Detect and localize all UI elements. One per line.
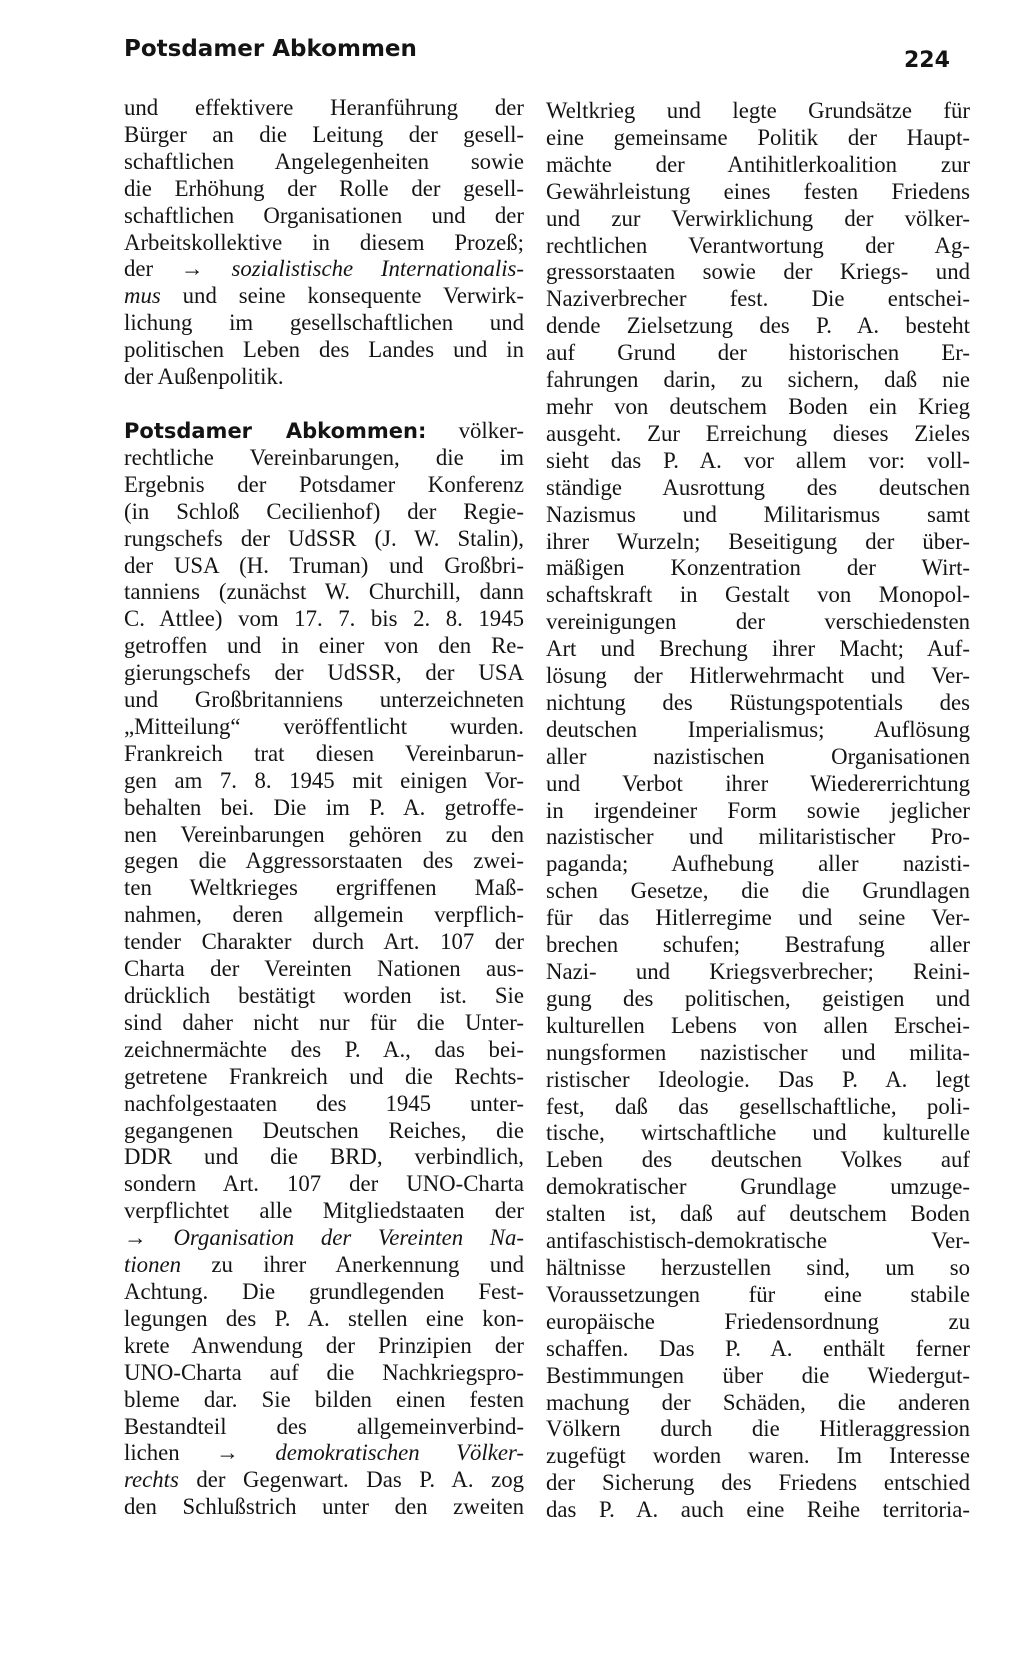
text-line: gen am 7. 8. 1945 mit einigen Vor- — [124, 767, 524, 793]
text-line: (in Schloß Cecilienhof) der Regie- — [124, 498, 524, 524]
text-fragment: und seine konsequente Verwirk- — [182, 283, 524, 309]
text-line — [124, 283, 524, 310]
text-line: der Außenpolitik. — [124, 364, 284, 390]
text-line: mächte der Antihitlerkoalition zur — [546, 151, 970, 177]
text-line: mehr von deutschem Boden ein Krieg — [546, 393, 970, 419]
text-fragment: der — [124, 256, 154, 282]
text-line: legungen des P. A. stellen eine kon- — [124, 1305, 524, 1331]
text-line: politischen Leben des Landes und in — [124, 337, 524, 363]
text-line: lösung der Hitlerwehrmacht und Ver- — [546, 663, 970, 689]
cross-reference-link[interactable]: demokratischen Völker- — [275, 1440, 524, 1466]
text-line: Frankreich trat diesen Vereinbarun- — [124, 740, 524, 766]
text-line: schaftlichen Angelegenheiten sowie — [124, 148, 524, 174]
text-line: nahmen, deren allgemein verpflich- — [124, 902, 524, 928]
text-line: fahrungen darin, zu sichern, daß nie — [546, 367, 970, 393]
text-line: für das Hitlerregime und seine Ver- — [546, 905, 970, 931]
text-line: rechtlichen Verantwortung der Ag- — [546, 232, 970, 258]
text-line: sieht das P. A. vor allem vor: voll- — [546, 447, 970, 473]
text-line: nazistischer und militaristischer Pro- — [546, 824, 970, 850]
text-line: Bestimmungen über die Wiedergut- — [546, 1362, 970, 1388]
text-line: und effektivere Heranführung der — [124, 95, 524, 120]
cross-reference-link[interactable]: mus — [124, 283, 161, 309]
text-line: vereinigungen der verschiedensten — [546, 609, 970, 635]
text-line: drücklich bestätigt worden ist. Sie — [124, 983, 524, 1008]
text-line: Weltkrieg und legte Grundsätze für — [546, 98, 970, 123]
text-line — [124, 1252, 524, 1279]
cross-reference-link[interactable]: sozialistische Internationalis- — [231, 256, 525, 282]
text-line: rungschefs der UdSSR (J. W. Stalin), — [124, 525, 524, 551]
text-line: gung des politischen, geistigen und — [546, 985, 970, 1011]
text-line: gierungschefs der UdSSR, der USA — [124, 660, 524, 686]
text-line: schen Gesetze, die die Grundlagen — [546, 878, 970, 904]
text-line: gegangenen Deutschen Reiches, die — [124, 1117, 524, 1143]
text-line: schaftlichen Organisationen und der — [124, 202, 524, 228]
text-line: deutschen Imperialismus; Auflösung — [546, 716, 970, 742]
text-line: C. Attlee) vom 17. 7. bis 2. 8. 1945 — [124, 606, 524, 632]
text-line: getroffen und in einer von den Re- — [124, 633, 524, 659]
text-line: ristischer Ideologie. Das P. A. legt — [546, 1066, 970, 1092]
right-column — [546, 98, 970, 1524]
text-line: Völkern durch die Hitleraggression — [546, 1416, 970, 1442]
text-line: eine gemeinsame Politik der Haupt- — [546, 124, 970, 150]
text-line: in irgendeiner Form sowie jeglicher — [546, 797, 970, 823]
cross-reference-link[interactable]: tionen — [124, 1252, 181, 1278]
text-line: schaftskraft in Gestalt von Monopol- — [546, 582, 970, 608]
text-line: der USA (H. Truman) und Großbri- — [124, 552, 524, 578]
text-line: das P. A. auch eine Reihe territoria- — [546, 1497, 970, 1523]
text-line: Art und Brechung ihrer Macht; Auf- — [546, 636, 970, 662]
text-line: Voraussetzungen für eine stabile — [546, 1281, 970, 1307]
text-line: ten Weltkrieges ergriffenen Maß- — [124, 875, 524, 901]
text-line: hältnisse herzustellen sind, um so — [546, 1254, 970, 1280]
entry-first-line — [124, 418, 524, 445]
left-column — [124, 95, 524, 1521]
text-line: Achtung. Die grundlegenden Fest- — [124, 1278, 524, 1304]
text-line: auf Grund der historischen Er- — [546, 340, 970, 366]
text-line — [124, 1225, 524, 1252]
text-line: dende Zielsetzung des P. A. besteht — [546, 313, 970, 339]
text-line: aller nazistischen Organisationen — [546, 743, 970, 769]
text-line: Leben des deutschen Volkes auf — [546, 1147, 970, 1173]
text-line: zeichnermächte des P. A., das bei- — [124, 1036, 524, 1062]
text-line: antifaschistisch-demokratische Ver- — [546, 1228, 970, 1254]
text-line: schaffen. Das P. A. enthält ferner — [546, 1335, 970, 1361]
text-line: tische, wirtschaftliche und kulturelle — [546, 1120, 970, 1146]
text-line: und Großbritanniens unterzeichneten — [124, 687, 524, 713]
text-line: bleme dar. Sie bilden einen festen — [124, 1386, 524, 1412]
text-line: Naziverbrecher fest. Die entschei- — [546, 286, 970, 312]
text-line: UNO-Charta auf die Nachkriegspro- — [124, 1359, 524, 1385]
text-line: Bestandteil des allgemeinverbind- — [124, 1413, 524, 1439]
text-line: Charta der Vereinten Nationen aus- — [124, 956, 524, 982]
text-line: und Verbot ihrer Wiedererrichtung — [546, 770, 970, 796]
text-fragment: lichen — [124, 1440, 180, 1466]
text-line: den Schlußstrich unter den zweiten — [124, 1494, 524, 1520]
text-line: gegen die Aggressorstaaten des zwei- — [124, 848, 524, 874]
text-line: die Erhöhung der Rolle der gesell- — [124, 175, 524, 201]
cross-reference-link[interactable]: Organisation der Vereinten Na- — [173, 1225, 524, 1251]
text-line: brechen schufen; Bestrafung aller — [546, 932, 970, 958]
text-line: Ergebnis der Potsdamer Konferenz — [124, 471, 524, 497]
text-line: europäische Friedensordnung zu — [546, 1308, 970, 1334]
text-line: tanniens (zunächst W. Churchill, dann — [124, 579, 524, 605]
text-line: Nazi- und Kriegsverbrecher; Reini- — [546, 959, 970, 984]
text-line: Arbeitskollektive in diesem Prozeß; — [124, 229, 524, 255]
text-line: verpflichtet alle Mitgliedstaaten der — [124, 1198, 524, 1224]
cross-reference-arrow-icon: → — [124, 1225, 147, 1251]
text-line: machung der Schäden, die anderen — [546, 1389, 970, 1415]
text-line: getretene Frankreich und die Rechts- — [124, 1063, 524, 1089]
entry-term: Potsdamer Abkommen: — [124, 418, 427, 443]
text-line: Nazismus und Militarismus samt — [546, 501, 970, 527]
text-line — [124, 1467, 524, 1494]
text-line: tender Charakter durch Art. 107 der — [124, 929, 524, 955]
text-line: nachfolgestaaten des 1945 unter- — [124, 1090, 524, 1116]
text-fragment: völker- — [458, 417, 524, 443]
text-line: nen Vereinbarungen gehören zu den — [124, 821, 524, 847]
text-fragment: der Gegenwart. Das P. A. zog — [196, 1467, 524, 1493]
text-line: ständige Ausrottung des deutschen — [546, 474, 970, 500]
text-line: ihrer Wurzeln; Beseitigung der über- — [546, 528, 970, 554]
cross-reference-arrow-icon: → — [180, 256, 204, 282]
text-line: gressorstaaten sowie der Kriegs- und — [546, 259, 970, 285]
text-line: rechtliche Vereinbarungen, die im — [124, 444, 524, 470]
text-line: paganda; Aufhebung aller nazisti- — [546, 851, 970, 877]
text-line: zugefügt worden waren. Im Interesse — [546, 1443, 970, 1469]
text-line: sind daher nicht nur für die Unter- — [124, 1009, 524, 1035]
text-line: krete Anwendung der Prinzipien der — [124, 1332, 524, 1358]
text-line: nungsformen nazistischer und milita- — [546, 1039, 970, 1065]
text-line: stalten ist, daß auf deutschem Boden — [546, 1201, 970, 1227]
text-line: nichtung des Rüstungspotentials des — [546, 689, 970, 715]
text-line: sondern Art. 107 der UNO-Charta — [124, 1171, 524, 1197]
cross-reference-arrow-icon: → — [216, 1440, 239, 1466]
cross-reference-link[interactable]: rechts — [124, 1467, 179, 1493]
text-line: ausgeht. Zur Erreichung dieses Zieles — [546, 420, 970, 446]
text-line: mäßigen Konzentration der Wirt- — [546, 555, 970, 581]
text-line: DDR und die BRD, verbindlich, — [124, 1144, 524, 1170]
text-line: „Mitteilung“ veröffentlicht wurden. — [124, 713, 524, 739]
text-line: Bürger an die Leitung der gesell- — [124, 121, 524, 147]
text-fragment: zu ihrer Anerkennung und — [211, 1252, 524, 1278]
text-line — [124, 256, 524, 283]
text-line: und zur Verwirklichung der völker- — [546, 205, 970, 231]
page-number: 224 — [904, 48, 950, 73]
text-line: kulturellen Lebens von allen Erschei- — [546, 1012, 970, 1038]
running-header: Potsdamer Abkommen — [124, 36, 417, 62]
text-line: lichung im gesellschaftlichen und — [124, 310, 524, 336]
text-line — [124, 1440, 524, 1467]
text-line: der Sicherung des Friedens entschied — [546, 1470, 970, 1496]
text-line: fest, daß das gesellschaftliche, poli- — [546, 1093, 970, 1119]
text-line: Gewährleistung eines festen Friedens — [546, 178, 970, 204]
text-line: demokratischer Grundlage umzuge- — [546, 1174, 970, 1200]
text-line: behalten bei. Die im P. A. getroffe- — [124, 794, 524, 820]
